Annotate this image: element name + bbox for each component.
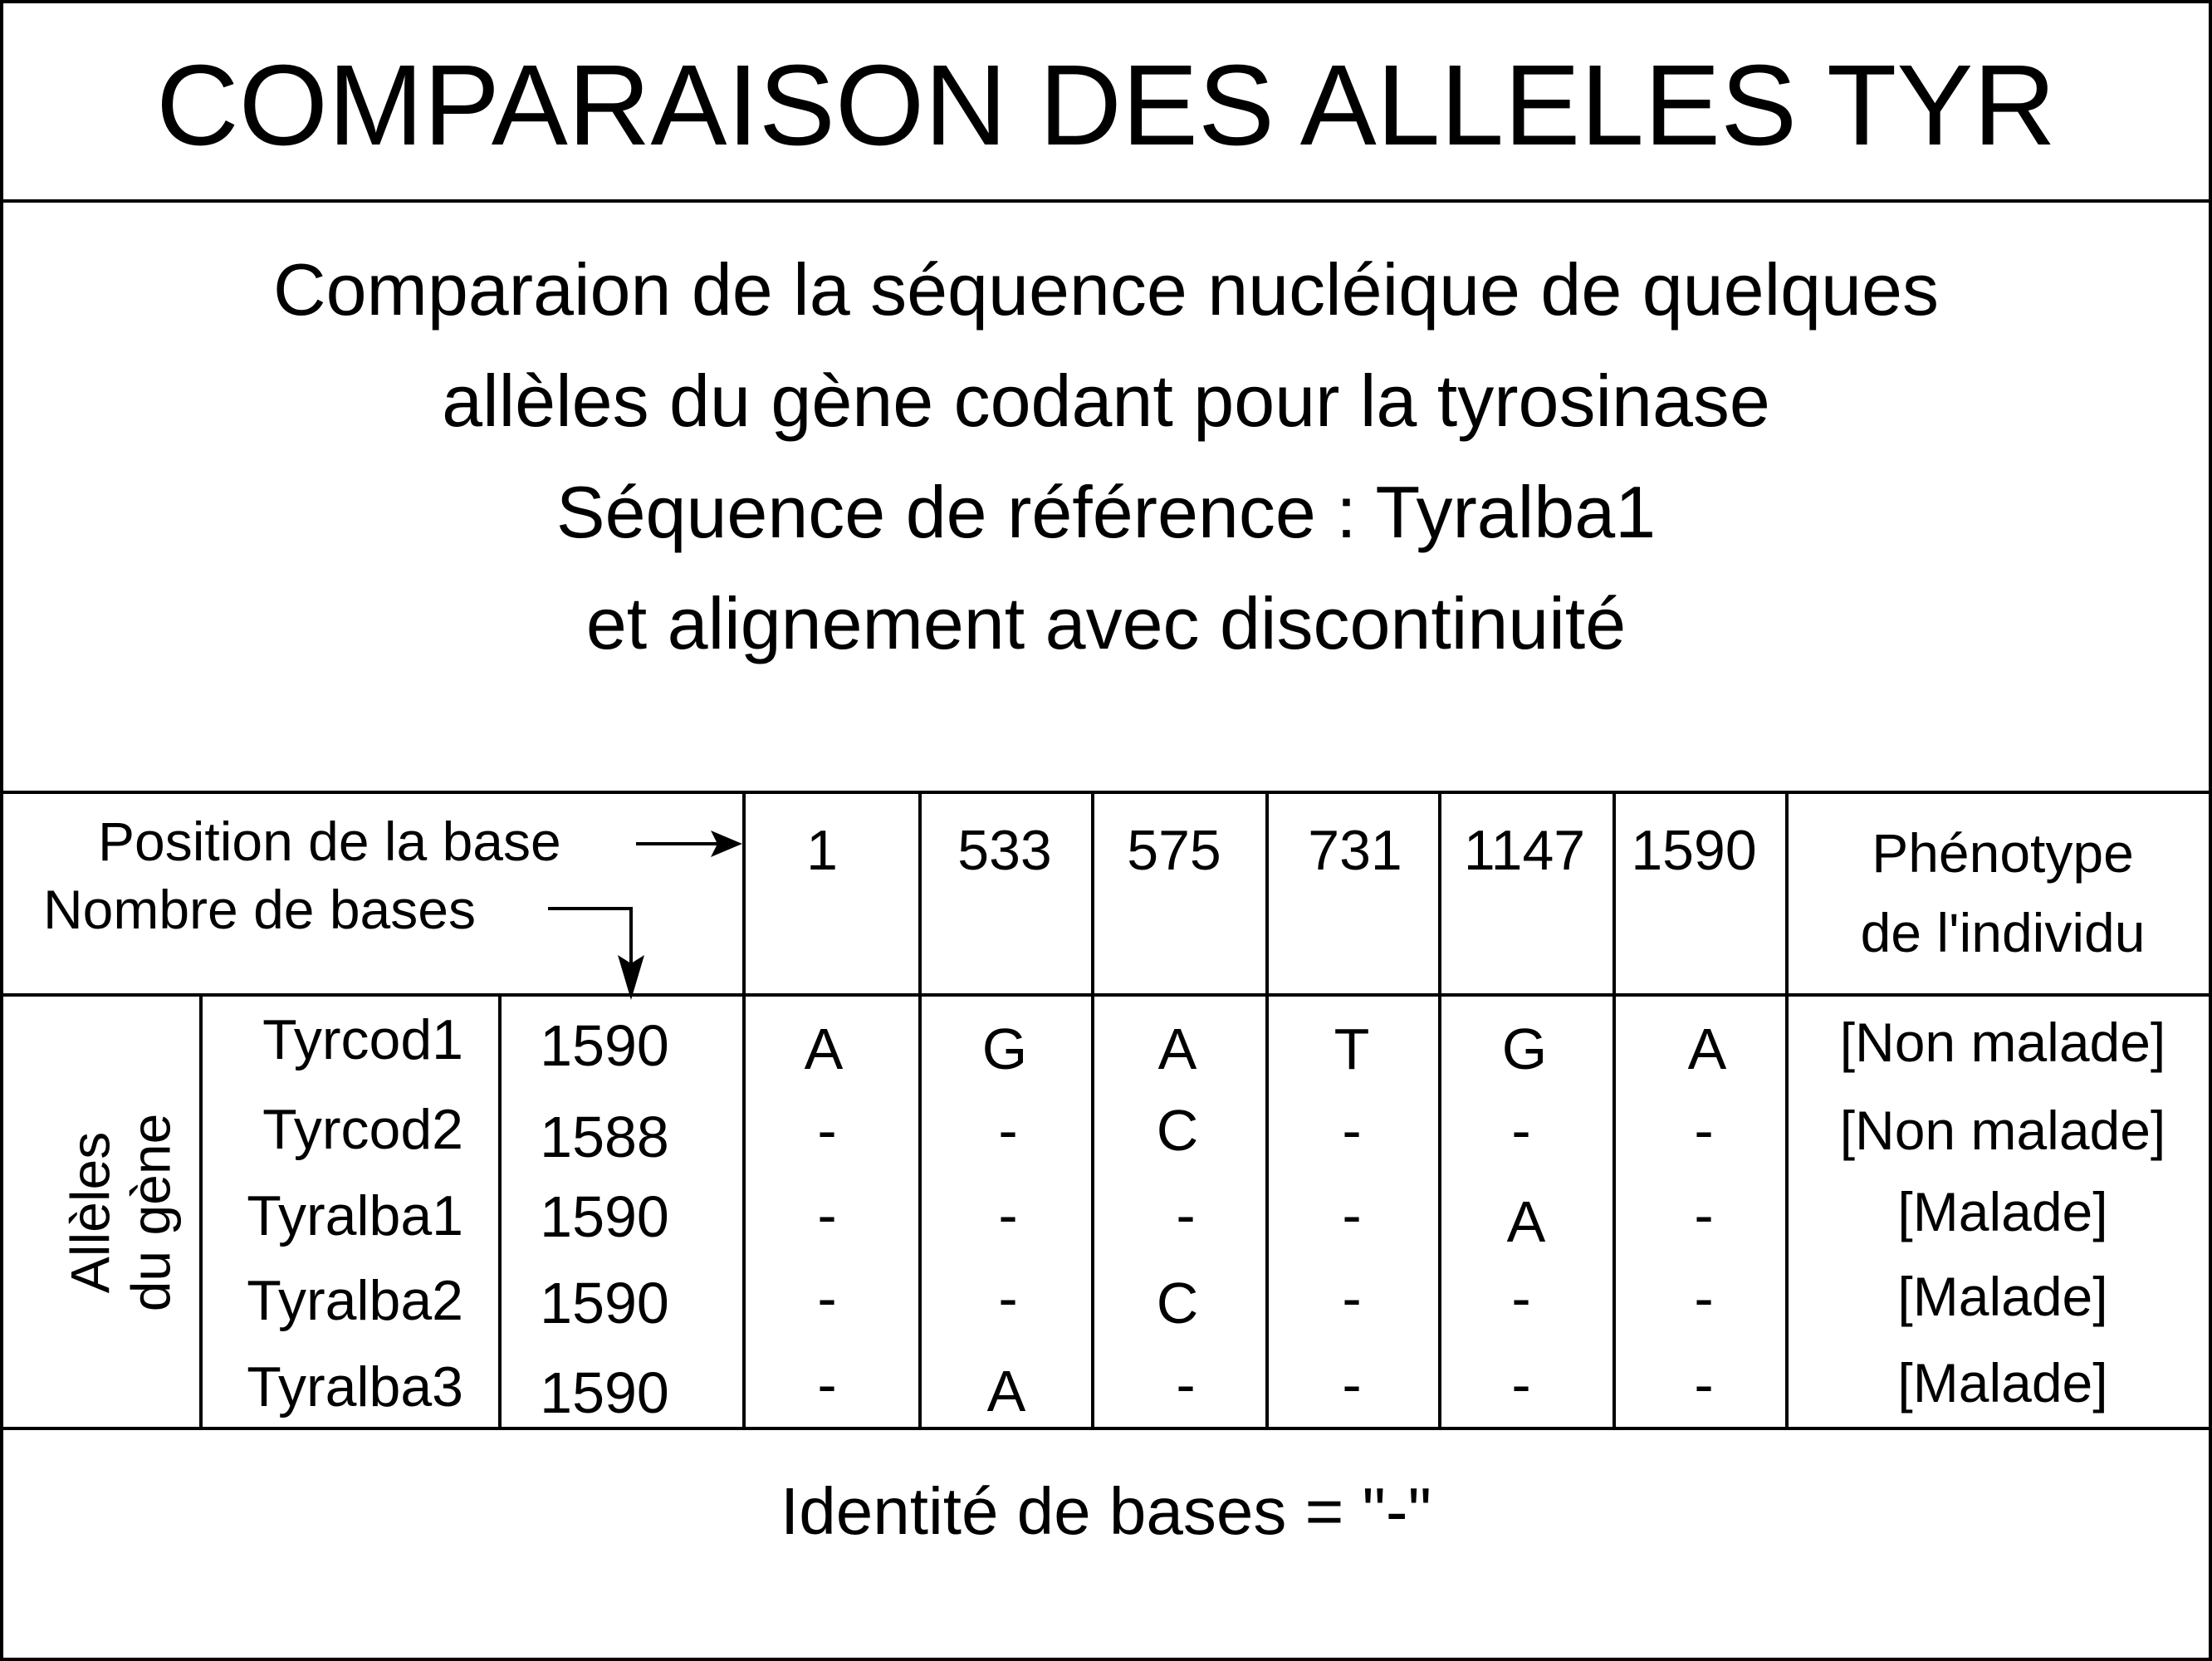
base-value: -: [1511, 1352, 1531, 1417]
subtitle-line: et alignement avec discontinuité: [585, 582, 1627, 664]
base-value: -: [1694, 1266, 1714, 1330]
base-value: -: [998, 1183, 1018, 1247]
base-value: -: [1694, 1352, 1714, 1417]
base-value: -: [817, 1352, 837, 1417]
phenotype-header: Phénotype: [1872, 822, 2134, 884]
base-value: A: [1506, 1189, 1546, 1254]
subtitle-line: Séquence de référence : Tyralba1: [555, 471, 1657, 553]
phenotype-value: [Non malade]: [1839, 1100, 2166, 1161]
base-value: -: [1511, 1098, 1531, 1163]
base-value: C: [1156, 1271, 1199, 1335]
bases-count: 1590: [540, 1184, 669, 1249]
phenotype-value: [Malade]: [1897, 1266, 2108, 1327]
allele-group-label-line: du gène: [120, 1113, 181, 1312]
position-header: 575: [1127, 819, 1221, 882]
base-value: -: [1342, 1352, 1362, 1417]
bases-count: 1590: [540, 1360, 669, 1425]
position-header: 731: [1308, 819, 1402, 882]
allele-group-label-line: Allèles: [59, 1131, 121, 1294]
allele-name: Tyrcod1: [262, 1008, 463, 1071]
base-value: -: [1342, 1183, 1362, 1247]
base-value: -: [1176, 1183, 1196, 1247]
subtitle-line: allèles du gène codant pour la tyrosinase: [442, 360, 1770, 442]
position-header: 1590: [1631, 819, 1757, 882]
bases-count: 1590: [540, 1271, 669, 1335]
base-value: T: [1334, 1017, 1370, 1081]
bases-count: 1588: [540, 1105, 669, 1169]
base-value: G: [1501, 1017, 1548, 1081]
phenotype-value: [Non malade]: [1839, 1012, 2166, 1073]
base-value: C: [1156, 1098, 1199, 1163]
position-label: Position de la base: [98, 811, 561, 872]
base-value: -: [1342, 1098, 1362, 1163]
base-value: -: [998, 1266, 1018, 1330]
base-value: -: [998, 1098, 1018, 1163]
bases-count: 1590: [540, 1013, 669, 1078]
base-value: A: [1157, 1017, 1197, 1081]
phenotype-value: [Malade]: [1897, 1352, 2108, 1414]
base-value: G: [981, 1017, 1028, 1081]
allele-name: Tyralba3: [247, 1355, 463, 1418]
phenotype-header: de l'individu: [1860, 902, 2146, 963]
base-value: -: [1342, 1266, 1362, 1330]
base-value: -: [1511, 1266, 1531, 1330]
base-value: A: [804, 1017, 844, 1081]
position-header: 1147: [1463, 819, 1586, 882]
legend-note: Identité de bases = "-": [781, 1474, 1431, 1548]
base-value: A: [1687, 1017, 1727, 1081]
allele-name: Tyrcod2: [262, 1098, 463, 1161]
position-header: 1: [806, 819, 838, 882]
arrow-down-icon: [548, 909, 631, 980]
base-value: A: [986, 1359, 1026, 1423]
allele-name: Tyralba1: [247, 1184, 463, 1247]
base-value: -: [1176, 1352, 1196, 1417]
position-header: 533: [957, 819, 1052, 882]
base-value: -: [817, 1098, 837, 1163]
phenotype-value: [Malade]: [1897, 1181, 2108, 1242]
subtitle-line: Comparaion de la séquence nucléique de quelques: [273, 248, 1939, 331]
base-value: -: [817, 1266, 837, 1330]
base-value: -: [817, 1183, 837, 1247]
allele-name: Tyralba2: [247, 1269, 463, 1332]
base-value: -: [1694, 1183, 1714, 1247]
allele-group-label: [25, 1105, 216, 1320]
document-title: COMPARAISON DES ALLELES TYR: [156, 42, 2056, 169]
base-value: -: [1694, 1098, 1714, 1163]
bases-count-label: Nombre de bases: [43, 879, 476, 940]
